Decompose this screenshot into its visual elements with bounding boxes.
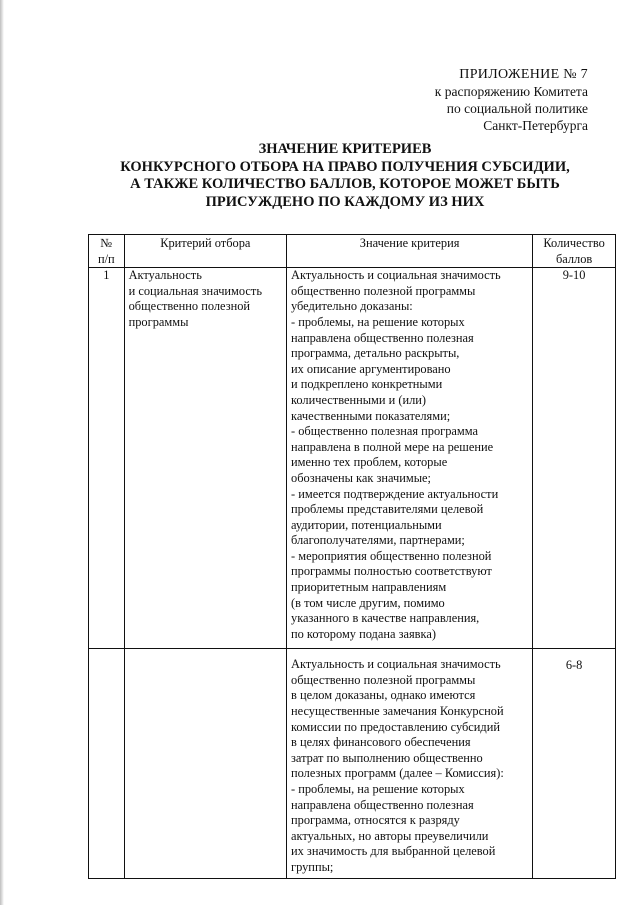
row-value (287, 268, 533, 649)
row-criterion (124, 268, 286, 649)
value-line: количественными и (или) (291, 392, 427, 407)
row-criterion (124, 649, 286, 879)
value-line: программа, относятся к разряду (291, 813, 460, 828)
value-line: их значимость для выбранной целевой (291, 844, 496, 859)
value-line: убедительно доказаны: (291, 299, 413, 314)
value-line: актуальных, но авторы преувеличили (291, 828, 489, 843)
value-line: в целях финансового обеспечения (291, 735, 471, 750)
value-line: в целом доказаны, однако имеются (291, 688, 476, 703)
row-points: 9-10 (533, 268, 616, 649)
table-header-row (89, 235, 616, 268)
value-line: - проблемы, на решение которых (291, 781, 465, 796)
value-line: обозначены как значимые; (291, 470, 431, 485)
value-line: приоритетным направлениям (291, 580, 447, 595)
row-value (287, 649, 533, 879)
row-number (89, 649, 125, 879)
value-line: группы; (291, 859, 334, 874)
header-points-line-1: Количество (543, 236, 605, 250)
value-line: направлена в полной мере на решение (291, 439, 494, 454)
value-line: - имеется подтверждение актуальности (291, 486, 499, 501)
header-criterion: Критерий отбора (124, 235, 286, 268)
value-line: - проблемы, на решение которых (291, 314, 465, 329)
appendix-line-order: к распоряжению Комитета (434, 84, 588, 99)
criterion-line: программы (128, 314, 189, 329)
value-line: - мероприятия общественно полезной (291, 548, 492, 563)
title-line-4: ПРИСУЖДЕНО ПО КАЖДОМУ ИЗ НИХ (205, 193, 485, 210)
row-number: 1 (89, 268, 125, 649)
value-line: - общественно полезная программа (291, 424, 479, 439)
value-line: затрат по выполнению общественно (291, 750, 483, 765)
value-line: общественно полезной программы (291, 672, 476, 687)
scan-edge-shadow (0, 0, 4, 905)
header-number-line-1: № (100, 236, 113, 250)
criterion-line: и социальная значимость (128, 283, 262, 298)
value-line: программы полностью соответствуют (291, 564, 492, 579)
criterion-line: общественно полезной (128, 299, 251, 314)
value-line: их описание аргументировано (291, 361, 451, 376)
table-row (89, 649, 616, 879)
value-line: комиссии по предоставлению субсидий (291, 719, 500, 734)
value-line: несущественные замечания Конкурсной (291, 703, 504, 718)
criterion-line: Актуальность (128, 268, 202, 283)
table-row (89, 268, 616, 649)
value-line: (в том числе другим, помимо (291, 595, 445, 610)
value-line: направлена общественно полезная (291, 330, 474, 345)
row-points: 6-8 (533, 649, 616, 879)
title-line-3: А ТАКЖЕ КОЛИЧЕСТВО БАЛЛОВ, КОТОРОЕ МОЖЕТ БЫТЬ (130, 176, 560, 192)
value-line: Актуальность и социальная значимость (291, 657, 501, 672)
value-line: по которому подана заявка) (291, 626, 436, 641)
appendix-line-committee: по социальной политике (446, 101, 588, 116)
criteria-table (88, 234, 616, 879)
value-line: качественными показателями; (291, 408, 451, 423)
value-line: направлена общественно полезная (291, 797, 474, 812)
header-points-line-2: баллов (555, 251, 593, 266)
value-line: и подкреплено конкретными (291, 377, 443, 392)
appendix-number: ПРИЛОЖЕНИЕ № 7 (459, 67, 588, 82)
title-line-1: ЗНАЧЕНИЕ КРИТЕРИЕВ (258, 141, 432, 157)
document-title (80, 141, 610, 211)
header-points (533, 235, 616, 268)
appendix-line-city: Санкт-Петербурга (483, 118, 588, 133)
value-line: аудитории, потенциальными (291, 517, 442, 532)
title-line-2: КОНКУРСНОГО ОТБОРА НА ПРАВО ПОЛУЧЕНИЯ СУБСИДИИ, (120, 158, 570, 175)
value-line: указанного в качестве направления, (291, 611, 480, 626)
value-line: благополучателями, партнерами; (291, 533, 465, 548)
value-line: полезных программ (далее – Комиссия): (291, 766, 504, 781)
value-line: Актуальность и социальная значимость (291, 268, 501, 283)
header-number (89, 235, 125, 268)
header-value: Значение критерия (287, 235, 533, 268)
value-line: проблемы представителями целевой (291, 502, 484, 517)
value-line: программа, детально раскрыты, (291, 346, 460, 361)
appendix-header (435, 66, 588, 134)
value-line: общественно полезной программы (291, 283, 476, 298)
header-number-line-2: п/п (97, 251, 115, 266)
value-line: именно тех проблем, которые (291, 455, 448, 470)
